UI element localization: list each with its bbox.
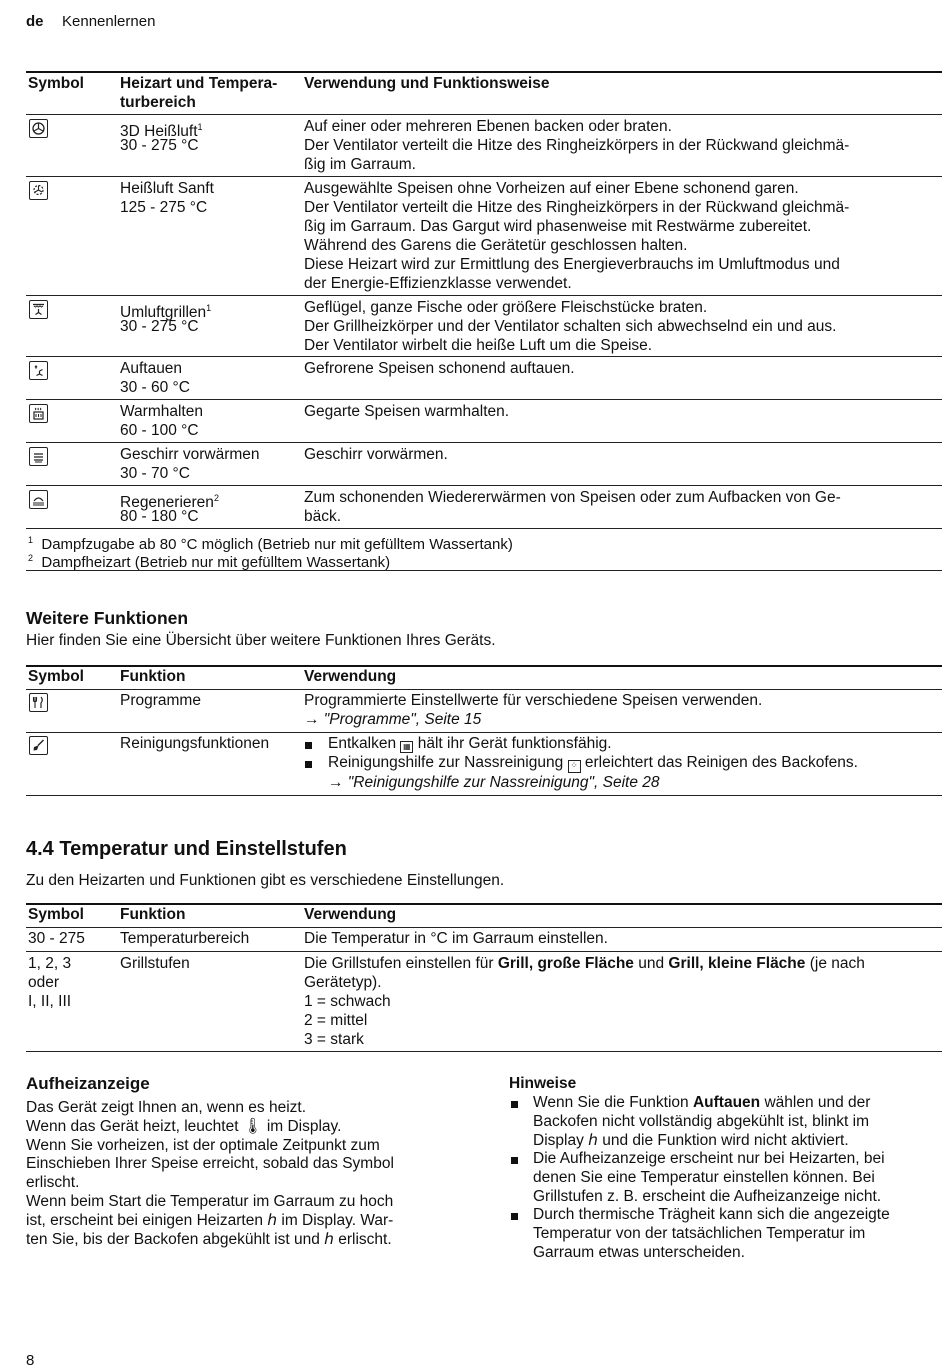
row-rule [26,732,942,733]
row-rule [26,951,942,952]
grill-level: 3 = stark [304,1031,364,1048]
mode-range: 125 - 275 °C [120,199,208,216]
temp-col-function: Funktion [120,906,186,923]
mode-desc-line: bäck. [304,508,342,525]
mode-desc-line: Während des Garens die Gerätetür geschlossen halten. [304,237,688,254]
mode-range: 30 - 60 °C [120,379,190,396]
programs-link[interactable]: → "Programme", Seite 15 [304,711,482,728]
heat-col-symbol: Symbol [28,75,84,92]
mode-name: Umluftgrillen$^1$ [120,303,212,322]
table-top-rule [26,665,942,667]
func-col-use: Verwendung [304,668,397,685]
section-title: 4.4 Temperatur und Einstellstufen [26,838,347,860]
mode-range: 30 - 275 °C [120,318,199,335]
mode-range: 80 - 180 °C [120,508,199,525]
function-name: Programme [120,692,201,709]
grill-level: 2 = mittel [304,1012,368,1029]
grill-level: 1 = schwach [304,993,391,1010]
row-rule [26,485,942,486]
mode-range: 30 - 275 °C [120,137,199,154]
heatup-line: Wenn das Gerät heizt, leuchtet 🌡 im Display. [26,1117,342,1135]
heatup-title: Aufheizanzeige [26,1074,150,1093]
section-intro: Zu den Heizarten und Funktionen gibt es verschiedene Einstellungen. [26,872,505,889]
mode-desc-line: Gefrorene Speisen schonend auftauen. [304,360,575,377]
descale-item: Entkalken ▦ hält ihr Gerät funktionsfähig. [328,735,612,752]
mode-range: 60 - 100 °C [120,422,199,439]
mode-name: Regenerieren$^2$ [120,493,219,512]
function-desc: Programmierte Einstellwerte für verschiedene Speisen verwenden. [304,692,763,709]
row-rule [26,399,942,400]
row-rule [26,356,942,357]
grill-desc: Die Grillstufen einstellen für Grill, große Fläche und Grill, kleine Fläche (je nach [304,955,865,972]
mode-desc-line: Der Grillheizkörper und der Ventilator schalten sich abwechselnd ein und aus. [304,318,837,335]
heatup-body [26,1099,486,1249]
mode-desc-line: Geflügel, ganze Fische oder größere Fleischstücke braten. [304,299,708,316]
function-name: Reinigungsfunktionen [120,735,270,752]
mode-desc-line: Ausgewählte Speisen ohne Vorheizen auf einer Ebene schonend garen. [304,180,799,197]
table-bottom-rule [26,570,942,571]
plate-warming-icon [29,447,48,466]
section-name: Kennenlernen [62,13,156,30]
mode-desc-line: der Energie-Effizienzklasse verwendet. [304,275,572,292]
heatup-line: ist, erscheint bei einigen Heizarten ℎ im Display. War- [26,1211,394,1229]
hot-air-3d-icon [29,119,48,138]
mode-range: 30 - 70 °C [120,465,190,482]
grill-symbol-line: 1, 2, 3 [28,955,72,972]
mode-desc-line: Gegarte Speisen warmhalten. [304,403,510,420]
header-rule [26,689,942,690]
table-bottom-rule [26,795,942,796]
hot-air-grill-icon [29,300,48,319]
row-rule [26,528,942,529]
bullet [511,1101,518,1108]
cleaning-brush-icon [29,736,48,755]
more-functions-intro: Hier finden Sie eine Übersicht über weitere Funktionen Ihres Geräts. [26,632,496,649]
heatup-line: Einschieben Ihrer Speise erreicht, sobald das Symbol [26,1155,394,1173]
keep-warm-icon [29,404,48,423]
mode-desc-line: Der Ventilator verteilt die Hitze des Ringheizkörpers in der Rückwand gleichmä- [304,137,850,154]
cutlery-icon [29,693,48,712]
grill-symbol-line: I, II, III [28,993,72,1010]
func-col-function: Funktion [120,668,186,685]
grill-desc-line2: Gerätetyp). [304,974,382,991]
note-item: Die Aufheizanzeige erscheint nur bei Heizarten, bei denen Sie eine Temperatur einstellen können. Bei Grillstufen z. B. erscheint die Aufheizanzeige nicht. [533,1150,885,1205]
heat-col-use: Verwendung und Funktionsweise [304,75,550,92]
mode-name: 3D Heißluft$^1$ [120,122,203,141]
mode-name: Warmhalten [120,403,203,420]
temp-desc: Die Temperatur in °C im Garraum einstellen. [304,930,608,947]
row-rule [26,295,942,296]
heat-col-mode: Heizart und Tempera- turbereich [120,75,278,111]
footnote: $^1$ Dampfzugabe ab 80 °C möglich (Betrieb nur mit gefülltem Wassertank) [28,535,513,553]
wet-cleaning-link[interactable]: → "Reinigungshilfe zur Nassreinigung", Seite 28 [328,774,660,791]
temp-col-symbol: Symbol [28,906,84,923]
bullet [305,742,312,749]
defrost-icon [29,361,48,380]
mode-desc-line: Der Ventilator wirbelt die heiße Luft um die Speise. [304,337,653,354]
bullet [305,761,312,768]
heatup-line: erlischt. [26,1174,80,1192]
header-rule [26,114,942,115]
language-tag: de [26,13,44,30]
heatup-line: Wenn Sie vorheizen, ist der optimale Zeitpunkt zum [26,1136,380,1154]
header-rule [26,927,942,928]
mode-desc-line: Diese Heizart wird zur Ermittlung des Energieverbrauchs im Umluftmodus und [304,256,840,273]
mode-desc-line: ßig im Garraum. [304,156,416,173]
bullet [511,1157,518,1164]
grill-symbol-line: oder [28,974,60,991]
func-col-symbol: Symbol [28,668,84,685]
heatup-line: Wenn beim Start die Temperatur im Garraum zu hoch [26,1192,394,1210]
row-rule [26,176,942,177]
mode-desc-line: Auf einer oder mehreren Ebenen backen oder braten. [304,118,672,135]
mode-desc-line: Der Ventilator verteilt die Hitze des Ringheizkörpers in der Rückwand gleichmä- [304,199,850,216]
grill-function: Grillstufen [120,955,190,972]
note-item: Wenn Sie die Funktion Auftauen wählen und der Backofen nicht vollständig abgekühlt ist, blinkt im Display ℎ und die Funktion wird nicht aktiviert. [533,1094,871,1149]
mode-name: Auftauen [120,360,183,377]
table-top-rule [26,903,942,905]
descale-icon: ▦ [400,741,413,753]
table-bottom-rule [26,1051,942,1052]
mode-name: Geschirr vorwärmen [120,446,260,463]
notes-title: Hinweise [509,1075,577,1092]
reheat-icon [29,490,48,509]
gentle-hot-air-icon [29,181,48,200]
page-number: 8 [26,1352,35,1369]
bullet [511,1213,518,1220]
wet-cleaning-item: Reinigungshilfe zur Nassreinigung ⁘ erleichtert das Reinigen des Backofens. [328,754,858,771]
footnote: $^2$ Dampfheizart (Betrieb nur mit gefülltem Wassertank) [28,553,391,571]
row-rule [26,442,942,443]
more-functions-title: Weitere Funktionen [26,608,189,628]
heatup-line: Das Gerät zeigt Ihnen an, wenn es heizt. [26,1099,307,1116]
mode-desc-line: Geschirr vorwärmen. [304,446,448,463]
temp-symbol: 30 - 275 [28,930,85,947]
note-item: Durch thermische Trägheit kann sich die angezeigte Temperatur von der tatsächlichen Temperatur im Garraum etwas unterscheiden. [533,1206,890,1261]
heatup-line: ten Sie, bis der Backofen abgekühlt ist und ℎ erlischt. [26,1230,392,1248]
mode-desc-line: ßig im Garraum. Das Gargut wird phasenweise mit Restwärme zubereitet. [304,218,812,235]
temp-col-use: Verwendung [304,906,397,923]
table-top-rule [26,71,942,73]
temp-function: Temperaturbereich [120,930,250,947]
wet-cleaning-icon: ⁘ [568,760,581,773]
mode-desc-line: Zum schonenden Wiedererwärmen von Speisen oder zum Aufbacken von Ge- [304,489,841,506]
mode-name: Heißluft Sanft [120,180,214,197]
